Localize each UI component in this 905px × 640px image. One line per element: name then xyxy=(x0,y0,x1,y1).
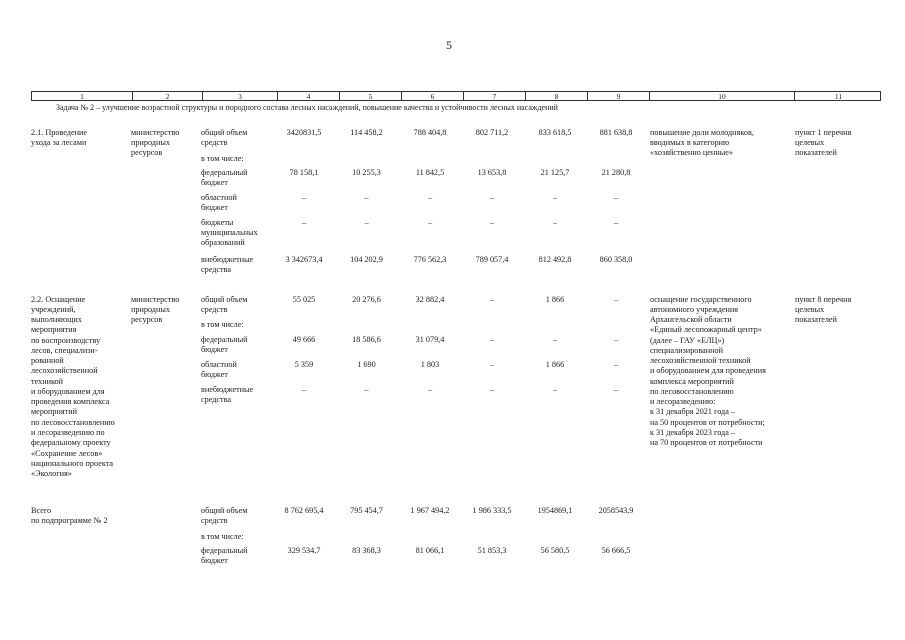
value-cell: – xyxy=(613,385,619,394)
row-title-line: и оборудованием для xyxy=(31,387,105,396)
indicator-line: показателей xyxy=(795,148,837,157)
value-cell: 1 967 494,2 xyxy=(410,506,450,515)
row-title-line: мероприятий xyxy=(31,407,77,416)
row-title-line: по подпрограмме № 2 xyxy=(31,516,108,525)
row-title-line: проведения комплекса xyxy=(31,397,110,406)
source-label: в том числе: xyxy=(201,320,244,329)
indicator-line: пункт 1 перечня xyxy=(795,128,852,137)
executor-line: природных xyxy=(131,305,170,314)
column-header-11: 11 xyxy=(794,92,882,100)
source-label: в том числе: xyxy=(201,154,244,163)
value-cell: 776 562,3 xyxy=(413,255,447,264)
value-cell: 51 853,3 xyxy=(477,546,507,555)
value-cell: 5 359 xyxy=(294,360,314,369)
column-header-7: 7 xyxy=(463,92,525,100)
value-cell: – xyxy=(364,385,369,394)
result-line: к 31 декабря 2021 года – xyxy=(650,407,735,416)
value-cell: – xyxy=(613,335,619,344)
result-line: и оборудованием для проведения xyxy=(650,366,766,375)
table-header xyxy=(31,91,881,101)
value-cell: – xyxy=(552,385,558,394)
value-cell: – xyxy=(552,335,558,344)
value-cell: 3420831,5 xyxy=(286,128,322,137)
value-cell: 49 666 xyxy=(292,335,316,344)
source-label: федеральный xyxy=(201,168,248,177)
source-label: областной xyxy=(201,360,237,369)
value-cell: 81 066,1 xyxy=(415,546,445,555)
source-label: федеральный xyxy=(201,546,248,555)
value-cell: 1 866 xyxy=(545,360,565,369)
value-cell: 788 404,8 xyxy=(413,128,447,137)
value-cell: – xyxy=(489,218,495,227)
source-label: средства xyxy=(201,395,232,404)
source-label: общий объем xyxy=(201,128,248,137)
value-cell: 20 276,6 xyxy=(352,295,381,304)
value-cell: 1954869,1 xyxy=(537,506,573,515)
result-line: автономного учреждения xyxy=(650,305,739,314)
row-title-line: учреждений, xyxy=(31,305,76,314)
value-cell: 31 079,4 xyxy=(415,335,445,344)
value-cell: 833 618,5 xyxy=(538,128,572,137)
column-header-9: 9 xyxy=(587,92,649,100)
row-title-line: ухода за лесами xyxy=(31,138,87,147)
value-cell: 78 158,1 xyxy=(289,168,319,177)
column-header-2: 2 xyxy=(132,92,202,100)
value-cell: – xyxy=(427,218,433,227)
result-line: специализированной xyxy=(650,346,724,355)
value-cell: 3 342673,4 xyxy=(285,255,323,264)
source-label: общий объем xyxy=(201,506,248,515)
value-cell: 795 454,7 xyxy=(350,506,383,515)
value-cell: 83 368,3 xyxy=(352,546,381,555)
value-cell: 860 358,0 xyxy=(599,255,633,264)
source-label: внебюджетные xyxy=(201,385,254,394)
row-title-line: национального проекта xyxy=(31,459,114,468)
value-cell: 10 255,3 xyxy=(352,168,381,177)
value-cell: 56 580,5 xyxy=(540,546,570,555)
result-line: «хозяйственно ценные» xyxy=(650,148,733,157)
result-line: (далее – ГАУ «ЕЛЦ») xyxy=(650,336,725,345)
value-cell: 104 202,9 xyxy=(350,255,383,264)
result-line: на 50 процентов от потребности; xyxy=(650,418,765,427)
row-title-line: Всего xyxy=(31,506,52,515)
row-title-line: и лесоразведению по xyxy=(31,428,105,437)
column-header-4: 4 xyxy=(277,92,339,100)
value-cell: – xyxy=(552,193,558,202)
value-cell: 13 653,8 xyxy=(477,168,507,177)
value-cell: 32 882,4 xyxy=(415,295,445,304)
value-cell: 1 866 xyxy=(545,295,565,304)
source-label: бюджет xyxy=(201,203,228,212)
value-cell: – xyxy=(364,193,369,202)
executor-line: природных xyxy=(131,138,170,147)
value-cell: 21 125,7 xyxy=(540,168,570,177)
executor-line: министерство xyxy=(131,128,180,137)
result-line: лесохозяйственной техникой xyxy=(650,356,751,365)
indicator-line: пункт 8 перечня xyxy=(795,295,852,304)
source-label: муниципальных xyxy=(201,228,258,237)
source-label: в том числе: xyxy=(201,532,244,541)
value-cell: – xyxy=(613,193,619,202)
column-header-10: 10 xyxy=(649,92,794,100)
value-cell: 56 666,5 xyxy=(601,546,631,555)
source-label: бюджет xyxy=(201,178,228,187)
column-header-6: 6 xyxy=(401,92,463,100)
source-label: бюджеты xyxy=(201,218,234,227)
result-line: по лесовосстановлению xyxy=(650,387,734,396)
result-line: Архангельской области xyxy=(650,315,732,324)
row-title-line: выполняющих xyxy=(31,315,82,324)
executor-line: ресурсов xyxy=(131,148,163,157)
source-label: средства xyxy=(201,265,232,274)
result-line: вводимых в категорию xyxy=(650,138,730,147)
value-cell: 329 534,7 xyxy=(287,546,321,555)
page-number: 5 xyxy=(446,38,452,52)
result-line: комплекса мероприятий xyxy=(650,377,734,386)
row-title-line: рованной xyxy=(31,356,64,365)
value-cell: – xyxy=(301,218,307,227)
value-cell: – xyxy=(613,360,619,369)
source-label: общий объем xyxy=(201,295,248,304)
value-cell: 1 986 333,5 xyxy=(472,506,512,515)
value-cell: 55 025 xyxy=(292,295,316,304)
source-label: бюджет xyxy=(201,345,228,354)
row-title-line: мероприятия xyxy=(31,325,77,334)
source-label: образований xyxy=(201,238,245,247)
value-cell: 21 280,8 xyxy=(601,168,631,177)
result-line: повышение доли молодняков, xyxy=(650,128,754,137)
value-cell: 812 492,8 xyxy=(538,255,572,264)
value-cell: – xyxy=(427,193,433,202)
indicator-line: целевых xyxy=(795,138,825,147)
executor-line: ресурсов xyxy=(131,315,163,324)
row-title-line: техникой xyxy=(31,377,63,386)
source-label: внебюджетные xyxy=(201,255,254,264)
result-line: «Единый лесопожарный центр» xyxy=(650,325,762,334)
value-cell: – xyxy=(489,295,495,304)
value-cell: – xyxy=(364,218,369,227)
source-label: средств xyxy=(201,138,228,147)
row-title-line: по воспроизводству xyxy=(31,336,101,345)
row-title-line: федеральному проекту xyxy=(31,438,111,447)
value-cell: 1 690 xyxy=(357,360,376,369)
indicator-line: целевых xyxy=(795,305,825,314)
executor-line: министерство xyxy=(131,295,180,304)
row-title-line: «Сохранение лесов» xyxy=(31,449,103,458)
column-header-8: 8 xyxy=(525,92,587,100)
result-line: на 70 процентов от потребности xyxy=(650,438,763,447)
value-cell: 18 586,6 xyxy=(352,335,381,344)
result-line: к 31 декабря 2023 года – xyxy=(650,428,735,437)
column-header-1: 1 xyxy=(80,92,84,101)
value-cell: – xyxy=(301,193,307,202)
value-cell: 1 803 xyxy=(420,360,440,369)
indicator-line: показателей xyxy=(795,315,837,324)
source-label: средств xyxy=(201,305,228,314)
task-title: Задача № 2 – улучшение возрастной структуры и породного состава лесных насаждений, повышение качества и устойчивости лесных насаждений xyxy=(56,103,558,112)
value-cell: – xyxy=(613,218,619,227)
value-cell: – xyxy=(489,360,495,369)
value-cell: 789 057,4 xyxy=(475,255,509,264)
row-title-line: 2.2. Оснащение xyxy=(31,295,86,304)
row-title-line: лесов, специализи- xyxy=(31,346,98,355)
value-cell: – xyxy=(552,218,558,227)
column-header-3: 3 xyxy=(202,92,277,100)
value-cell: 802 711,2 xyxy=(475,128,509,137)
value-cell: – xyxy=(489,193,495,202)
value-cell: 8 762 695,4 xyxy=(284,506,324,515)
value-cell: 881 638,8 xyxy=(599,128,633,137)
row-title-line: по лесовосстановлению xyxy=(31,418,115,427)
value-cell: 2058543,9 xyxy=(598,506,634,515)
result-line: оснащение государственного xyxy=(650,295,752,304)
result-line: и лесоразведению: xyxy=(650,397,716,406)
value-cell: – xyxy=(613,295,619,304)
source-label: федеральный xyxy=(201,335,248,344)
value-cell: – xyxy=(489,335,495,344)
row-title-line: «Экология» xyxy=(31,469,72,478)
source-label: бюджет xyxy=(201,556,228,565)
value-cell: 11 842,5 xyxy=(415,168,445,177)
value-cell: – xyxy=(489,385,495,394)
value-cell: – xyxy=(301,385,307,394)
column-header-5: 5 xyxy=(339,92,401,100)
value-cell: – xyxy=(427,385,433,394)
source-label: областной xyxy=(201,193,237,202)
source-label: бюджет xyxy=(201,370,228,379)
value-cell: 114 458,2 xyxy=(350,128,383,137)
row-title-line: лесохозяйственной xyxy=(31,366,98,375)
source-label: средств xyxy=(201,516,228,525)
row-title-line: 2.1. Проведение xyxy=(31,128,87,137)
